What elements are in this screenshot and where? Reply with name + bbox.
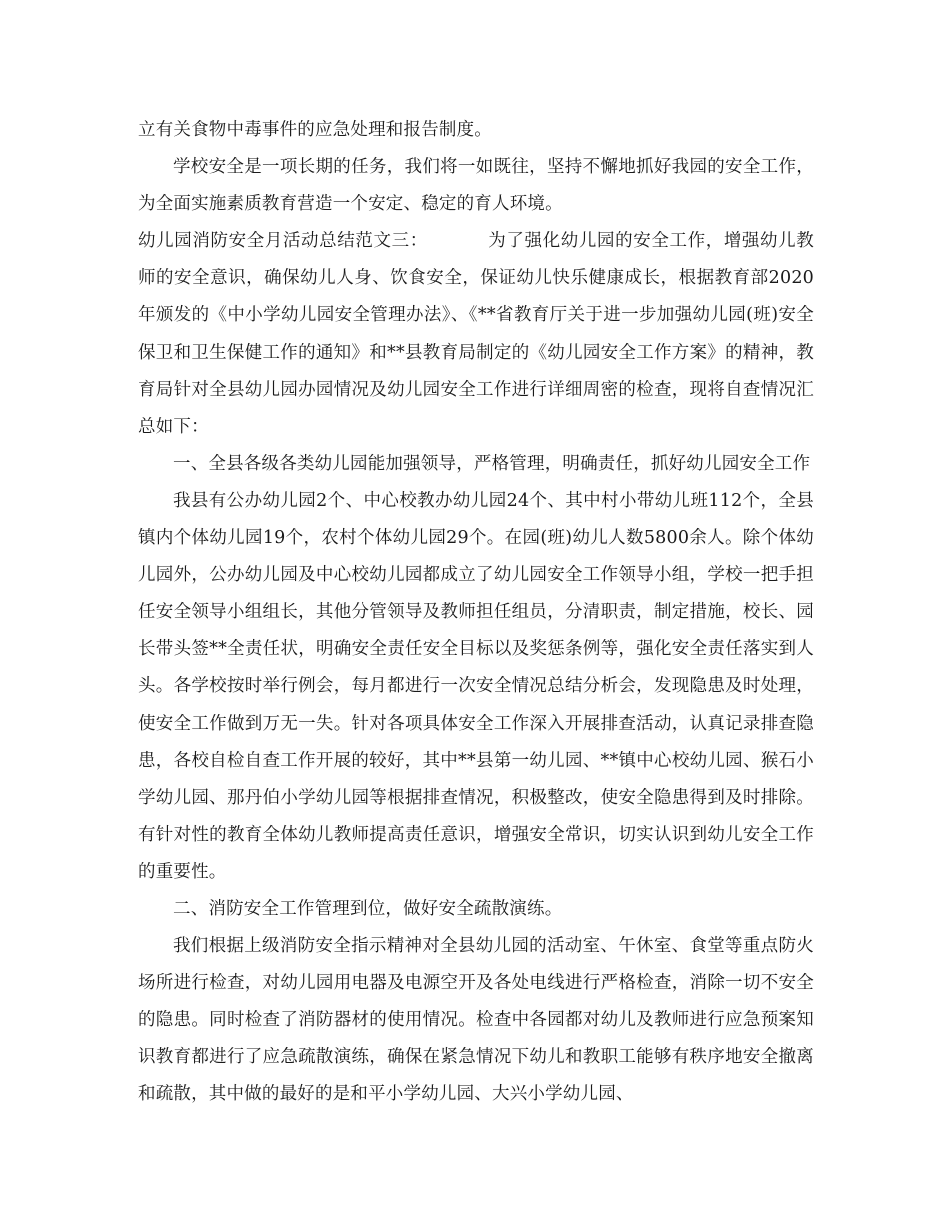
heading-one: 一、全县各级各类幼儿园能加强领导，严格管理，明确责任，抓好幼儿园安全工作 <box>173 453 811 474</box>
section-intro: 为了强化幼儿园的安全工作，增强幼儿教师的安全意识，确保幼儿人身、饮食安全，保证幼儿快乐健康成长，根据教育部2020年颁发的《中小学幼儿园安全管理办法》、《**省教育厅关于进一步加强幼儿园(班)安全保卫和卫生保健工作的通知》和**县教育局制定的《幼儿园安全工作方案》的精神，教育局针对全县幼儿园办园情况及幼儿园安全工作进行详细周密的检查，现将自查情况汇总如下： <box>138 231 814 437</box>
section-paragraph <box>138 223 814 446</box>
paragraph-2: 学校安全是一项长期的任务，我们将一如既往，坚持不懈地抓好我园的安全工作，为全面实施素质教育营造一个安定、稳定的育人环境。 <box>138 157 814 215</box>
section-title: 幼儿园消防安全月活动总结范文三： <box>138 231 428 252</box>
document-body <box>138 112 814 1114</box>
paragraph-4: 我们根据上级消防安全指示精神对全县幼儿园的活动室、午休室、食堂等重点防火场所进行检查，对幼儿园用电器及电源空开及各处电线进行严格检查，消除一切不安全的隐患。同时检查了消防器材的使用情况。检查中各园都对幼儿及教师进行应急预案知识教育都进行了应急疏散演练，确保在紧急情况下幼儿和教职工能够有秩序地安全撤离和疏散，其中做的最好的是和平小学幼儿园、大兴小学幼儿园、 <box>138 936 814 1105</box>
paragraph-3: 我县有公办幼儿园2个、中心校教办幼儿园24个、其中村小带幼儿班112个，全县镇内个体幼儿园19个，农村个体幼儿园29个。在园(班)幼儿人数5800余人。除个体幼儿园外，公办幼儿园及中心校幼儿园都成立了幼儿园安全工作领导小组，学校一把手担任安全领导小组组长，其他分管领导及教师担任组员，分清职责，制定措施，校长、园长带头签**全责任状，明确安全责任安全目标以及奖惩条例等，强化安全责任落实到人头。各学校按时举行例会，每月都进行一次安全情况总结分析会，发现隐患及时处理，使安全工作做到万无一失。针对各项具体安全工作深入开展排查活动，认真记录排查隐患，各校自检自查工作开展的较好，其中**县第一幼儿园、**镇中心校幼儿园、猴石小学幼儿园、那丹伯小学幼儿园等根据排查情况，积极整改，使安全隐患得到及时排除。有针对性的教育全体幼儿教师提高责任意识，增强安全常识，切实认识到幼儿安全工作的重要性。 <box>138 490 814 882</box>
heading-two: 二、消防安全工作管理到位，做好安全疏散演练。 <box>173 898 563 919</box>
paragraph-1: 立有关食物中毒事件的应急处理和报告制度。 <box>138 120 492 140</box>
